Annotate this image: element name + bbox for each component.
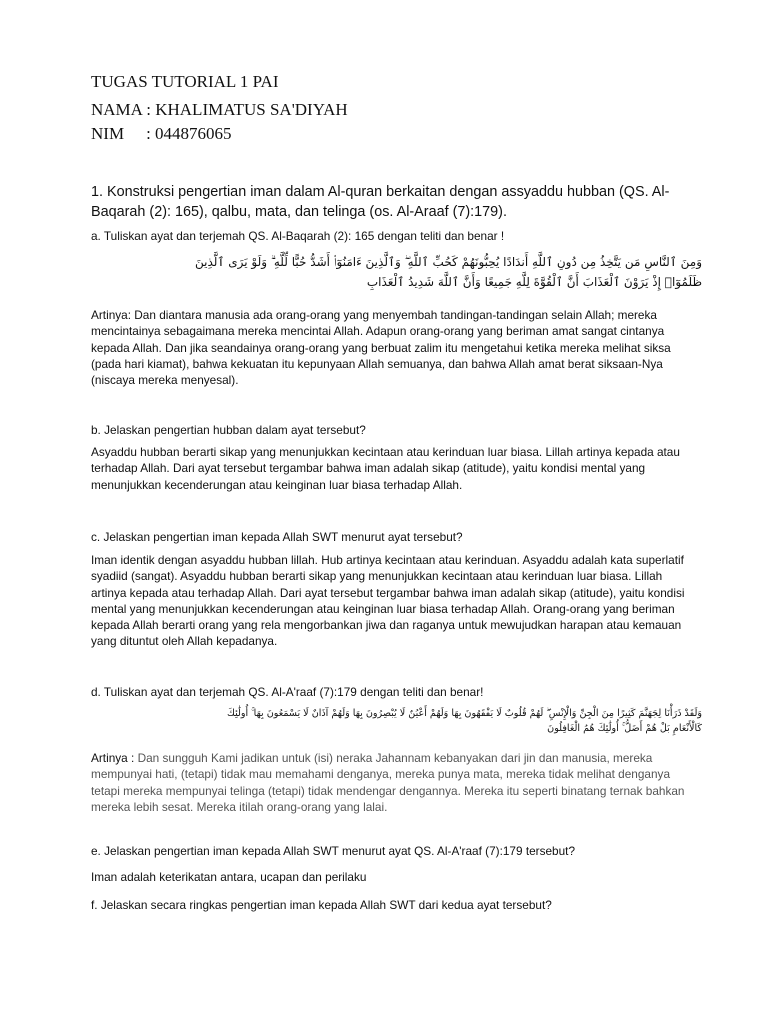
translation-a: Artinya: Dan diantara manusia ada orang-orang yang menyembah tandingan-tandingan selain Allah; mereka mencintainya sebagaimana mereka mencintai Allah. Adapun orang-orang yang beriman amat sangat cintanya kepada Allah. Dan jika seandainya orang-orang yang berbuat zalim itu mengetahui ketika mereka melihat siksa (pada hari kiamat), bahwa kekuatan itu kepunyaan Allah semuanya, dan bahwa Allah amat berat siksaan-Nya (niscaya mereka menyesal). <box>91 308 671 388</box>
student-nim <box>91 124 232 144</box>
doc-title: TUGAS TUTORIAL 1 PAI <box>91 72 279 91</box>
arabic-verse-line: وَلَقَدْ ذَرَأْنَا لِجَهَنَّمَ كَثِيرًا مِنَ الْجِنِّ وَالْإِنْسِ ۖ لَهُمْ قُلُوبٌ لَا يَفْقَهُونَ بِهَا وَلَهُمْ أَعْيُنٌ لَا يُبْصِرُونَ بِهَا وَلَهُمْ آذَانٌ لَا يَسْمَعُونَ بِهَا ۚ أُولَٰئِكَ <box>227 708 702 719</box>
arabic-verse-line: ظَلَمُوٓا۟ إِذْ يَرَوْنَ ٱلْعَذَابَ أَنَّ ٱلْقُوَّةَ لِلَّهِ جَمِيعًا وَأَنَّ ٱللَّهَ شَدِيدُ ٱلْعَذَابِ <box>366 275 702 289</box>
arabic-verse-araf-179 <box>90 706 702 736</box>
question-c: c. Jelaskan pengertian iman kepada Allah SWT menurut ayat tersebut? <box>91 530 463 544</box>
translation-text: Dan sungguh Kami jadikan untuk (isi) neraka Jahannam kebanyakan dari jin dan manusia, mereka mempunyai hati, (tetapi) tidak mau memahami denganya, mereka punya mata, mereka tidak melihat denganya tetapi mereka mempunyai telinga (tetapi) tidak mendengar dengannya. Mereka itu seperti binatang ternak bahkan mereka lebih sesat. Mereka itilah orang-orang yang lalai. <box>91 751 685 814</box>
question-f: f. Jelaskan secara ringkas pengertian iman kepada Allah SWT dari kedua ayat tersebut? <box>91 898 552 912</box>
arabic-verse-line: كَالْأَنْعَامِ بَلْ هُمْ أَضَلُّ ۚ أُولَٰئِكَ هُمُ الْغَافِلُونَ <box>547 723 702 734</box>
answer-e: Iman adalah keterikatan antara, ucapan dan perilaku <box>91 870 367 884</box>
arabic-verse-baqarah-165 <box>90 252 702 292</box>
nim-value: : 044876065 <box>146 124 232 143</box>
question-b: b. Jelaskan pengertian hubban dalam ayat tersebut? <box>91 423 366 437</box>
translation-d <box>91 750 691 815</box>
answer-c: Iman identik dengan asyaddu hubban lillah. Hub artinya kecintaan atau kerinduan. Asyaddu adalah kata superlatif syadiid (sangat). Asyaddu hubban berarti sikap yang menunjukkan kecintaan atau kerinduan luar biasa. Lillah artinya kepada atau terhadap Allah. Dari ayat tersebut tergambar bahwa iman adalah sikap (atitude), yaitu kondisi mental yang menunjukkan kecenderungan atau keinginan luar biasa terhadap Allah. Orang-orang yang beriman kepada Allah berarti orang yang rela mengorbankan jiwa dan raganya untuk mewujudkan harapan atau kemauan yang dituntut oleh Allah kepadanya. <box>91 553 685 649</box>
question-d: d. Tuliskan ayat dan terjemah QS. Al-A'raaf (7):179 dengan teliti dan benar! <box>91 685 484 699</box>
student-name: NAMA : KHALIMATUS SA'DIYAH <box>91 100 348 119</box>
question-e: e. Jelaskan pengertian iman kepada Allah SWT menurut ayat QS. Al-A'raaf (7):179 tersebut? <box>91 844 576 858</box>
answer-b: Asyaddu hubban berarti sikap yang menunjukkan kecintaan atau kerinduan luar biasa. Lillah artinya kepada atau terhadap Allah. Dari ayat tersebut tergambar bahwa iman adalah sikap (atitude), yaitu kondisi mental yang menunjukkan kecenderungan atau keinginan luar biasa terhadap Allah. <box>91 445 680 492</box>
translation-label: Artinya : <box>91 751 135 765</box>
question-1: 1. Konstruksi pengertian iman dalam Al-quran berkaitan dengan assyaddu hubban (QS. Al-Baqarah (2): 165), qalbu, mata, dan telinga (os. Al-Araaf (7):179). <box>91 184 670 220</box>
arabic-verse-line: وَمِنَ ٱلنَّاسِ مَن يَتَّخِذُ مِن دُونِ ٱللَّهِ أَندَادًا يُحِبُّونَهُمْ كَحُبِّ ٱللَّهِ ۖ وَٱلَّذِينَ ءَامَنُوٓا۟ أَشَدُّ حُبًّا لِّلَّهِ ۗ وَلَوْ يَرَى ٱلَّذِينَ <box>194 255 702 269</box>
nim-label: NIM <box>91 124 125 143</box>
question-a: a. Tuliskan ayat dan terjemah QS. Al-Baqarah (2): 165 dengan teliti dan benar ! <box>91 229 505 243</box>
